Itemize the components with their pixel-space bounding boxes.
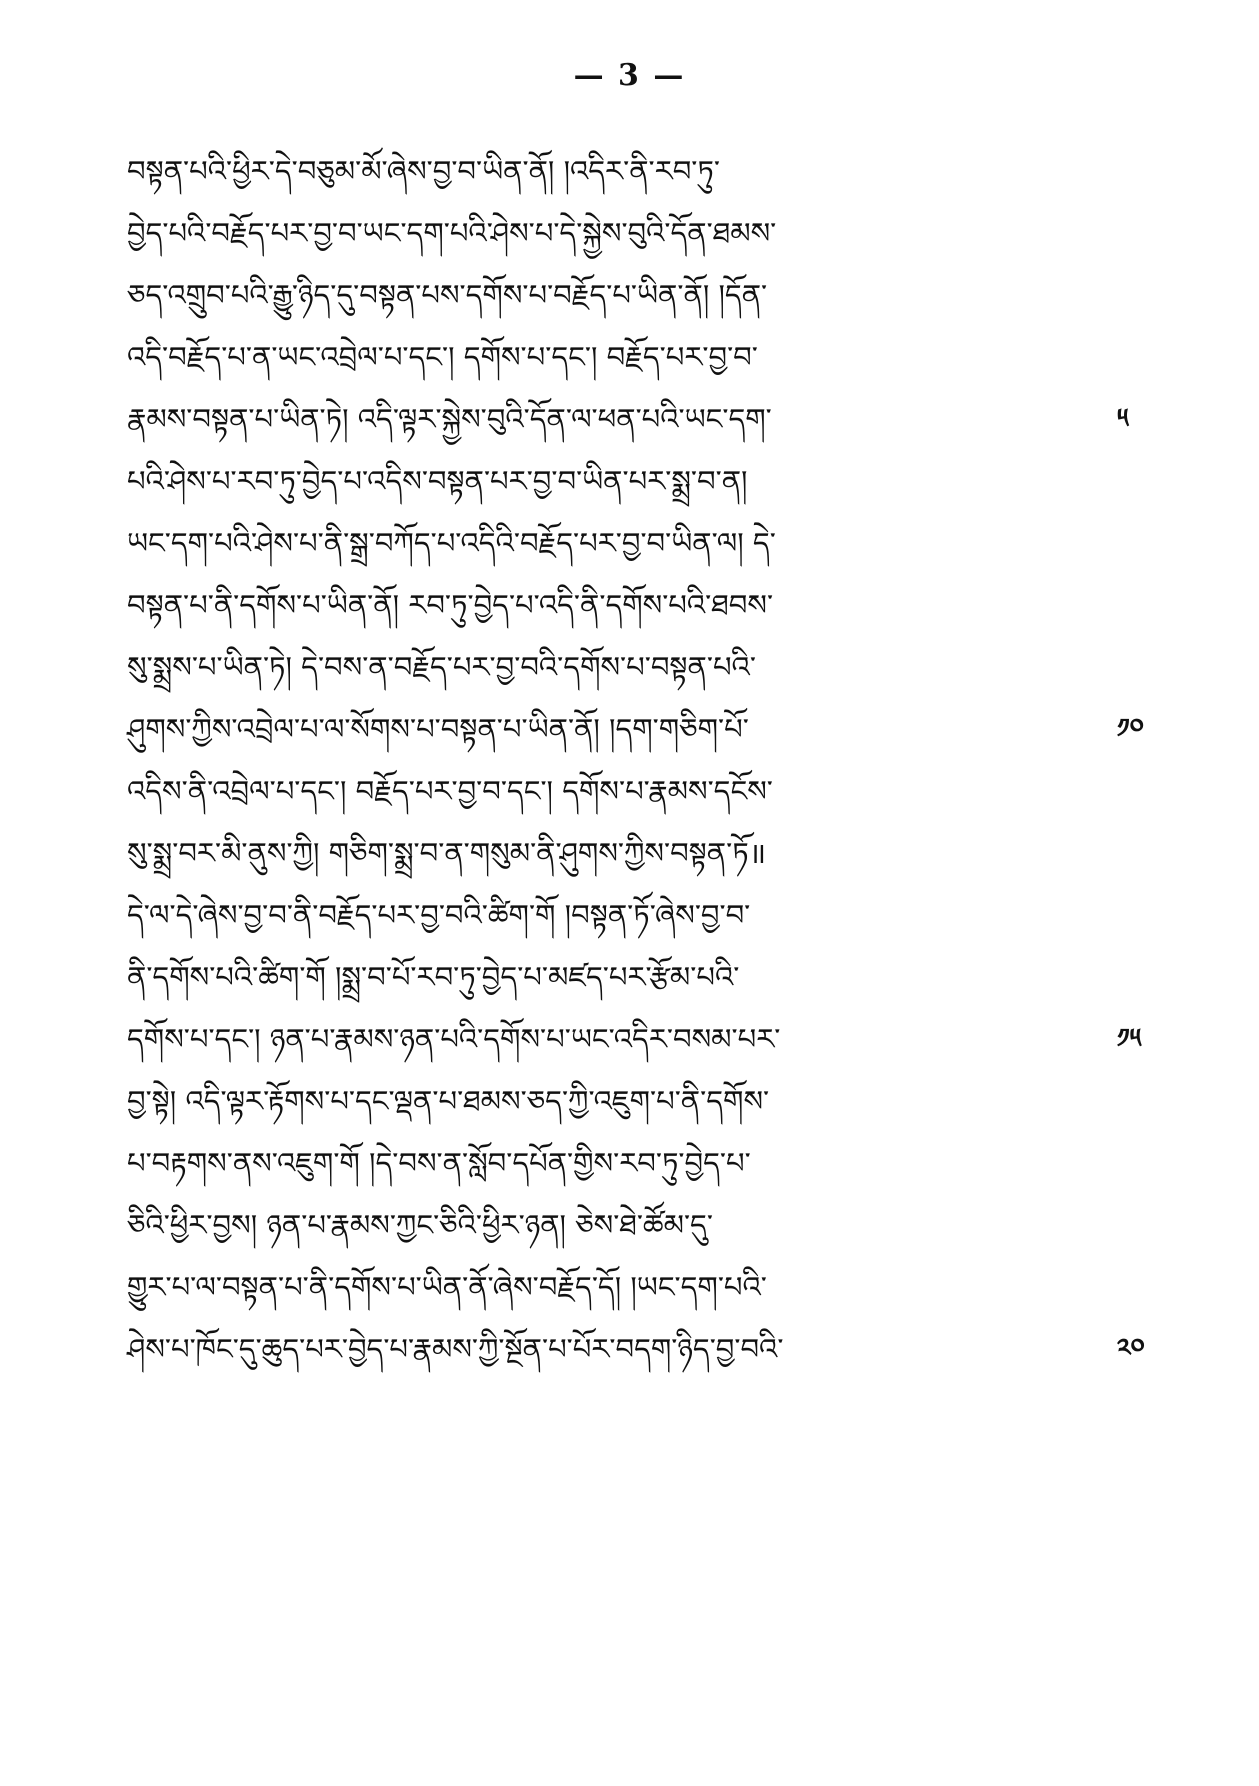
line-text: བྱ་སྟེ། འདི་ལྟར་རྟོགས་པ་དང་ལྡན་པ་ཐམས་ཅད་ཀྱི་འཇུག་པ་ནི་དགོས་ — [127, 1084, 770, 1118]
text-line — [127, 326, 1107, 388]
text-line — [127, 1318, 1145, 1380]
line-text: ནི་དགོས་པའི་ཚིག་གོ །སྨྲ་བ་པོ་རབ་ཏུ་བྱེད་པ་མཛད་པར་རྩོམ་པའི་ — [127, 960, 740, 994]
text-line — [127, 884, 1107, 946]
text-line — [127, 264, 1107, 326]
text-line — [127, 450, 1107, 512]
line-text: གྱུར་པ་ལ་བསྟན་པ་ནི་དགོས་པ་ཡིན་ནོ་ཞེས་བརྗོད་དོ། །ཡང་དག་པའི་ — [127, 1270, 767, 1304]
line-text: བསྟན་པ་ནི་དགོས་པ་ཡིན་ནོ། རབ་ཏུ་བྱེད་པ་འདི་ནི་དགོས་པའི་ཐབས་ — [127, 588, 774, 622]
line-text: བསྟན་པའི་ཕྱིར་དེ་བཅུམ་མོ་ཞེས་བྱ་བ་ཡིན་ནོ། །འདིར་ནི་རབ་ཏུ་ — [127, 154, 720, 188]
line-text: དེ་ལ་དེ་ཞེས་བྱ་བ་ནི་བརྗོད་པར་བྱ་བའི་ཚིག་གོ །བསྟན་ཏོ་ཞེས་བྱ་བ་ — [127, 898, 751, 932]
text-line — [127, 202, 1107, 264]
line-text: འདི་བརྗོད་པ་ན་ཡང་འབྲེལ་པ་དང་། དགོས་པ་དང་། བརྗོད་པར་བྱ་བ་ — [127, 340, 758, 374]
text-line — [127, 760, 1107, 822]
text-line — [127, 698, 1144, 760]
line-text: སུ་སྨྲ་བར་མི་ནུས་ཀྱི། གཅིག་སྨྲ་བ་ན་གསུམ་ནི་ཤུགས་ཀྱིས་བསྟན་ཏོ॥ — [127, 836, 767, 870]
text-line — [127, 946, 1107, 1008]
line-number-marker: ༥ — [1117, 404, 1129, 434]
text-line — [127, 140, 1107, 202]
text-line — [127, 1008, 1142, 1070]
line-text: ཤུགས་ཀྱིས་འབྲེལ་པ་ལ་སོགས་པ་བསྟན་པ་ཡིན་ནོ། །དག་གཅིག་པོ་ — [127, 712, 749, 746]
line-text: རྣམས་བསྟན་པ་ཡིན་ཏེ། འདི་ལྟར་སྐྱེས་བུའི་དོན་ལ་ཕན་པའི་ཡང་དག་ — [127, 402, 772, 436]
text-line — [127, 636, 1107, 698]
text-line — [127, 512, 1107, 574]
text-line — [127, 822, 1107, 884]
line-text: ཅད་འགྲུབ་པའི་རྒྱུ་ཉིད་དུ་བསྟན་པས་དགོས་པ་བརྗོད་པ་ཡིན་ནོ། །དོན་ — [127, 278, 768, 312]
body-text — [127, 140, 1145, 1380]
line-text: འདིས་ནི་འབྲེལ་པ་དང་། བརྗོད་པར་བྱ་བ་དང་། དགོས་པ་རྣམས་དངོས་ — [127, 774, 773, 808]
text-line — [127, 1132, 1107, 1194]
line-number-marker: ༢༠ — [1117, 1334, 1145, 1364]
line-text: ཅིའི་ཕྱིར་བྱས། ཉན་པ་རྣམས་ཀྱང་ཅིའི་ཕྱིར་ཉན། ཅེས་ཐེ་ཚོམ་དུ་ — [127, 1208, 713, 1242]
text-line — [127, 1256, 1107, 1318]
line-text: སུ་སྨྲས་པ་ཡིན་ཏེ། དེ་བས་ན་བརྗོད་པར་བྱ་བའི་དགོས་པ་བསྟན་པའི་ — [127, 650, 756, 684]
line-text: པའི་ཤེས་པ་རབ་ཏུ་བྱེད་པ་འདིས་བསྟན་པར་བྱ་བ་ཡིན་པར་སྨྲ་བ་ན། — [127, 464, 748, 498]
line-number-marker: ༡༠ — [1117, 714, 1144, 744]
text-line — [127, 388, 1129, 450]
line-text: པ་བརྟགས་ནས་འཇུག་གོ །དེ་བས་ན་སློབ་དཔོན་གྱིས་རབ་ཏུ་བྱེད་པ་ — [127, 1146, 751, 1180]
line-number-marker: ༡༥ — [1117, 1024, 1142, 1054]
text-line — [127, 1070, 1107, 1132]
text-line — [127, 1194, 1107, 1256]
page-number: — 3 — — [573, 58, 686, 93]
line-text: ཤེས་པ་ཁོང་དུ་ཆུད་པར་བྱེད་པ་རྣམས་ཀྱི་སྔོན་པ་པོར་བདག་ཉིད་བྱ་བའི་ — [127, 1332, 784, 1366]
text-line — [127, 574, 1107, 636]
line-text: དགོས་པ་དང་། ཉན་པ་རྣམས་ཉན་པའི་དགོས་པ་ཡང་འདིར་བསམ་པར་ — [127, 1022, 781, 1056]
line-text: བྱེད་པའི་བརྗོད་པར་བྱ་བ་ཡང་དག་པའི་ཤེས་པ་དེ་སྐྱེས་བུའི་དོན་ཐམས་ — [127, 216, 777, 250]
line-text: ཡང་དག་པའི་ཤེས་པ་ནི་སྒྲ་བཀོད་པ་འདིའི་བརྗོད་པར་བྱ་བ་ཡིན་ལ། དེ་ — [127, 526, 776, 560]
